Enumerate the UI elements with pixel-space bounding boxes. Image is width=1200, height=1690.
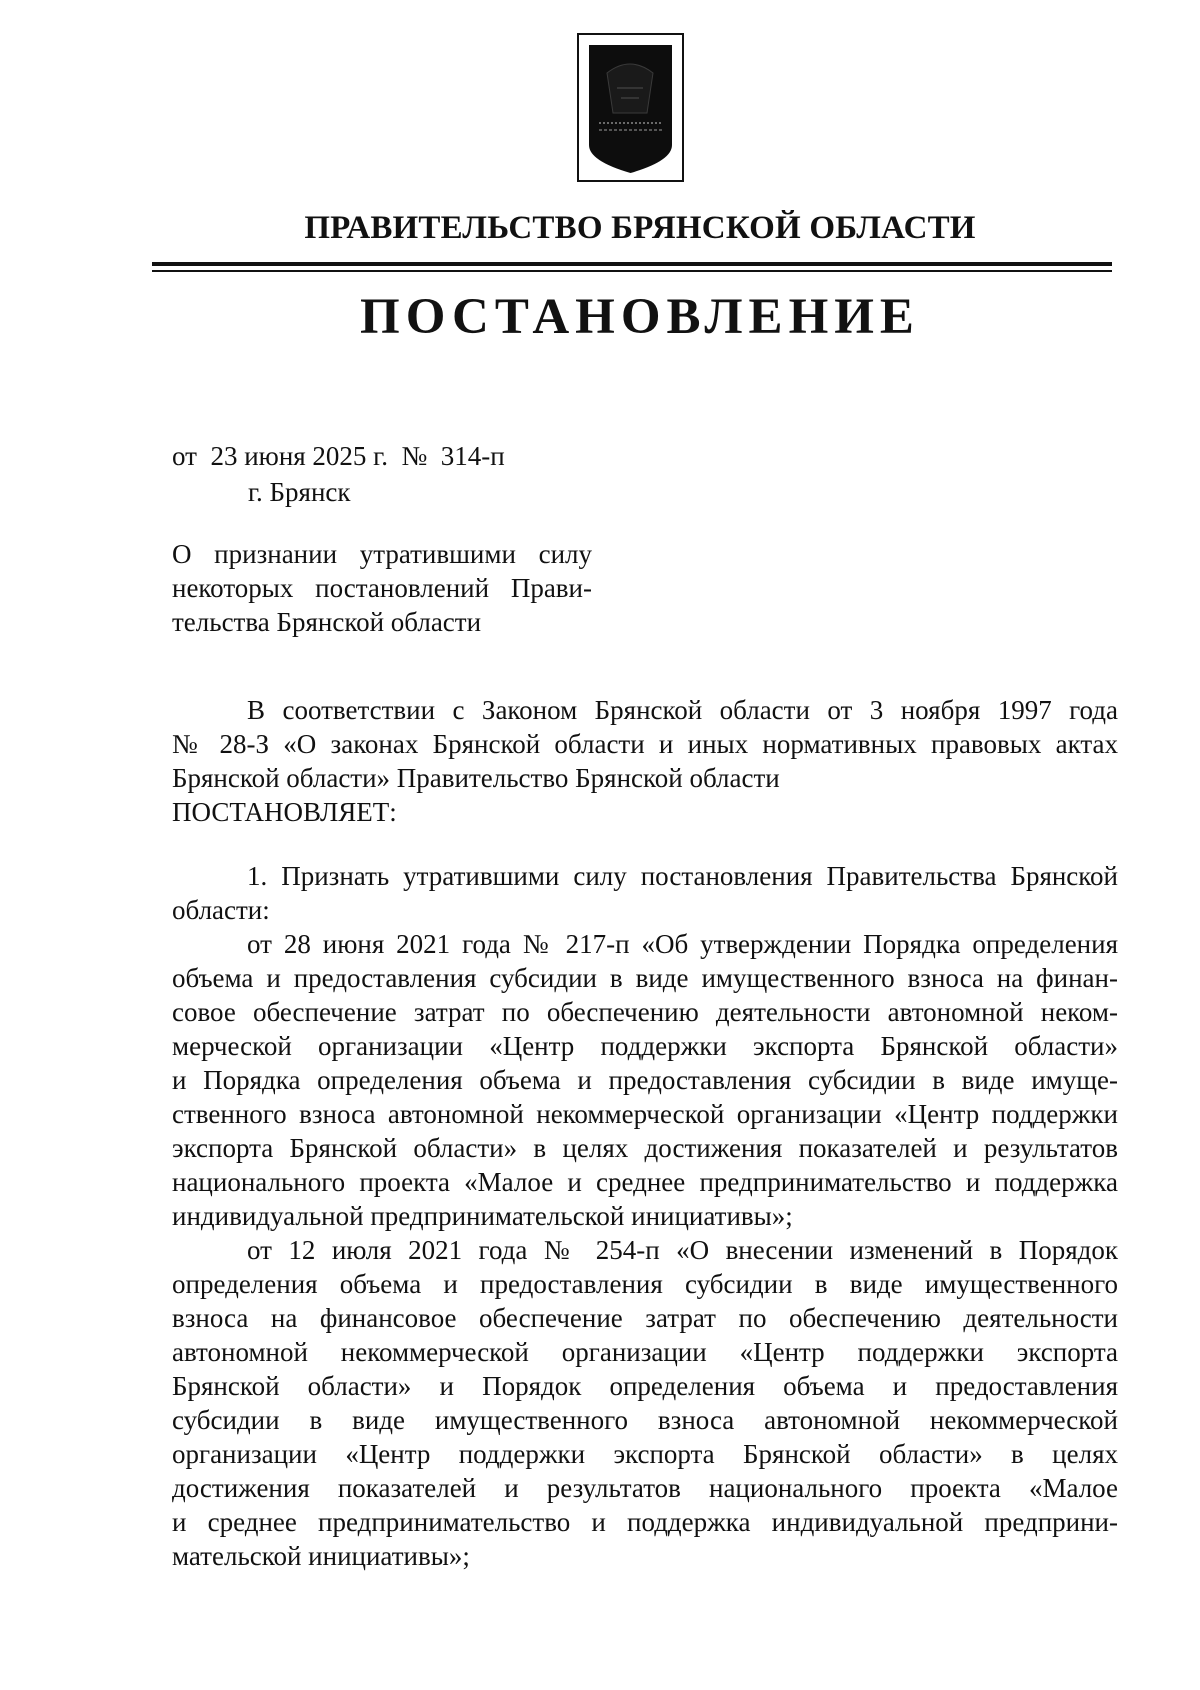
- act-1-line: и Порядка определения объема и предоставления субсидии в виде имуще-: [172, 1065, 1118, 1095]
- subject-line: тельства Брянской области: [172, 607, 482, 637]
- document-type-title: ПОСТАНОВЛЕНИЕ: [360, 289, 920, 345]
- act-1-line: от 28 июня 2021 года № 217-п «Об утверждении Порядка определения: [247, 929, 1118, 959]
- header-rule-thin: [152, 270, 1112, 272]
- document-body: [172, 693, 1118, 1573]
- act-1-line: ственного взноса автономной некоммерческой организации «Центр поддержки: [172, 1099, 1118, 1129]
- item-1-line: 1. Признать утратившими силу постановления Правительства Брянской: [247, 861, 1118, 891]
- resolves-line: ПОСТАНОВЛЯЕТ:: [172, 797, 397, 827]
- act-1-line: объема и предоставления субсидии в виде имущественного взноса на финан-: [172, 963, 1118, 993]
- act-2-line: автономной некоммерческой организации «Центр поддержки экспорта: [172, 1337, 1118, 1367]
- preamble-line: В соответствии с Законом Брянской области от 3 ноября 1997 года: [247, 695, 1118, 725]
- subject-line: О признании утратившими силу: [172, 539, 592, 569]
- act-2-line: организации «Центр поддержки экспорта Брянской области» в целях: [172, 1439, 1118, 1469]
- header-rule-thick: [152, 262, 1112, 266]
- preamble-line: № 28-З «О законах Брянской области и иных нормативных правовых актах: [172, 729, 1118, 759]
- act-1-line: мерческой организации «Центр поддержки экспорта Брянской области»: [172, 1031, 1118, 1061]
- act-2-line: мательской инициативы»;: [172, 1541, 470, 1571]
- date-number-line: от 23 июня 2025 г. № 314-п: [172, 441, 505, 471]
- act-1-line: национального проекта «Малое и среднее предпринимательство и поддержка: [172, 1167, 1118, 1197]
- subject-line: некоторых постановлений Прави-: [172, 573, 592, 603]
- act-2-line: субсидии в виде имущественного взноса автономной некоммерческой: [172, 1405, 1118, 1435]
- act-1-line: совое обеспечение затрат по обеспечению деятельности автономной неком-: [172, 997, 1118, 1027]
- act-2-line: Брянской области» и Порядок определения объема и предоставления: [172, 1371, 1118, 1401]
- government-name: ПРАВИТЕЛЬСТВО БРЯНСКОЙ ОБЛАСТИ: [304, 210, 976, 246]
- act-2-line: определения объема и предоставления субсидии в виде имущественного: [172, 1269, 1118, 1299]
- act-2-line: и среднее предпринимательство и поддержка индивидуальной предприни-: [172, 1507, 1118, 1537]
- act-2-line: достижения показателей и результатов национального проекта «Малое: [172, 1473, 1118, 1503]
- paragraph-gap: [172, 829, 1118, 859]
- act-1-line: индивидуальной предпринимательской инициативы»;: [172, 1201, 793, 1231]
- subject-block: [172, 537, 592, 639]
- city-line: г. Брянск: [248, 477, 351, 507]
- act-1-line: экспорта Брянской области» в целях достижения показателей и результатов: [172, 1133, 1118, 1163]
- coat-of-arms-icon: [577, 33, 684, 182]
- item-1-line: области:: [172, 895, 270, 925]
- preamble-line: Брянской области» Правительство Брянской области: [172, 763, 780, 793]
- act-2-line: от 12 июля 2021 года № 254-п «О внесении изменений в Порядок: [247, 1235, 1118, 1265]
- act-2-line: взноса на финансовое обеспечение затрат по обеспечению деятельности: [172, 1303, 1118, 1333]
